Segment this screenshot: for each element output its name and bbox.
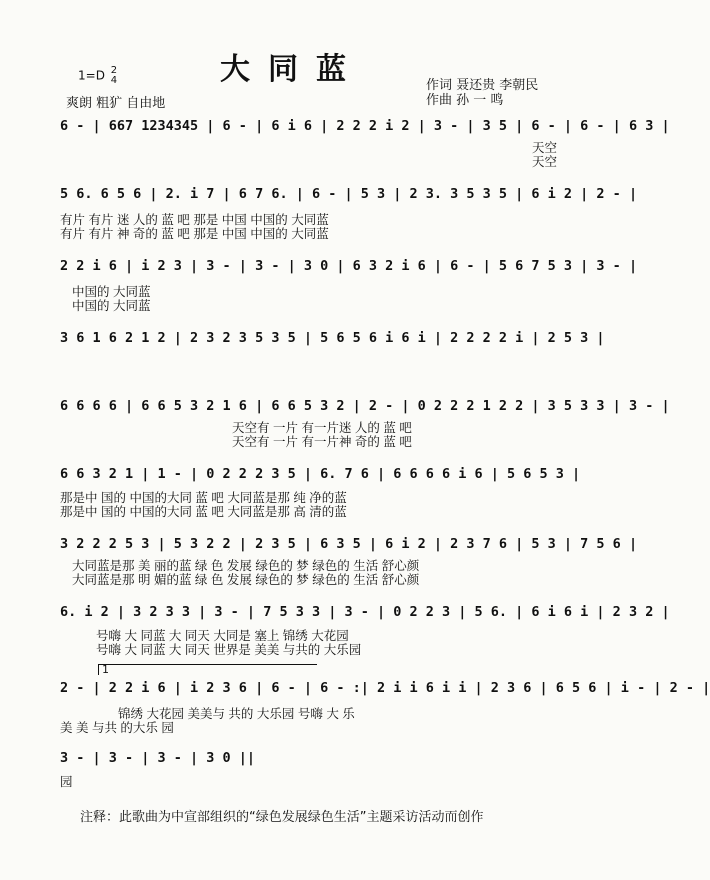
music-line-7: 3 2 2 2 5 3 | 5 3 2 2 | 2 3 5 | 6 3 5 | 6 i 2 | 2 3 7 6 | 5 3 | 7 5 6 | xyxy=(60,536,638,552)
song-title: 大同蓝 xyxy=(220,52,364,87)
composer-credit: 作曲 孙 一 鸣 xyxy=(426,93,504,108)
time-bottom: 4 xyxy=(110,75,118,86)
lyric-line-9-v2: 美 美 与共 的大乐 园 xyxy=(60,721,174,735)
key-label: 1=D xyxy=(78,68,105,83)
lyric-line-3-v2: 中国的 大同蓝 xyxy=(72,299,151,313)
lyric-line-9-v1: 锦绣 大花园 美美与 共的 大乐园 号嗨 大 乐 xyxy=(118,707,355,721)
time-signature xyxy=(111,66,117,86)
music-line-2: 5 6. 6 5 6 | 2. i 7 | 6 7 6. | 6 - | 5 3 | 2 3. 3 5 3 5 | 6 i 2 | 2 - | xyxy=(60,186,638,202)
footnote: 注释：此歌曲为中宣部组织的“绿色发展绿色生活”主题采访活动而创作 xyxy=(80,810,484,825)
lyric-line-3-v1: 中国的 大同蓝 xyxy=(72,285,151,299)
lyricist-credit: 作词 聂还贵 李朝民 xyxy=(426,78,539,93)
lyric-line-8-v2: 号嗨 大 同蓝 大 同天 世界是 美美 与共的 大乐园 xyxy=(96,643,362,657)
volta-bracket: 1 xyxy=(98,664,317,675)
lyric-line-7-v2: 大同蓝是那 明 媚的蓝 绿 色 发展 绿色的 梦 绿色的 生活 舒心颜 xyxy=(72,573,420,587)
lyric-line-1-v1: 天空 xyxy=(532,141,558,155)
lyric-line-1-v2: 天空 xyxy=(532,155,558,169)
lyric-line-7-v1: 大同蓝是那 美 丽的蓝 绿 色 发展 绿色的 梦 绿色的 生活 舒心颜 xyxy=(72,559,420,573)
credits xyxy=(426,78,538,108)
lyric-line-10-v1: 园 xyxy=(60,775,73,789)
lyric-line-6-v1: 那是中 国的 中国的大同 蓝 吧 大同蓝是那 纯 净的蓝 xyxy=(60,491,347,505)
lyric-line-2-v1: 有片 有片 迷 人的 蓝 吧 那是 中国 中国的 大同蓝 xyxy=(60,213,329,227)
lyric-line-5-v2: 天空有 一片 有一片神 奇的 蓝 吧 xyxy=(232,435,412,449)
time-top: 2 xyxy=(110,65,118,76)
music-line-5: 6 6 6 6 | 6 6 5 3 2 1 6 | 6 6 5 3 2 | 2 - | 0 2 2 2 1 2 2 | 3 5 3 3 | 3 - | xyxy=(60,398,670,414)
music-line-4: 3 6 1 6 2 1 2 | 2 3 2 3 5 3 5 | 5 6 5 6 i 6 i | 2 2 2 2 i | 2 5 3 | xyxy=(60,330,605,346)
lyric-line-5-v1: 天空有 一片 有一片迷 人的 蓝 吧 xyxy=(232,421,412,435)
key-signature xyxy=(78,66,117,86)
lyric-line-2-v2: 有片 有片 神 奇的 蓝 吧 那是 中国 中国的 大同蓝 xyxy=(60,227,329,241)
music-line-9: 2 - | 2 2 i 6 | i 2 3 6 | 6 - | 6 - :| 2 i i 6 i i | 2 3 6 | 6 5 6 | i - | 2 - | xyxy=(60,680,710,696)
music-line-8: 6. i 2 | 3 2 3 3 | 3 - | 7 5 3 3 | 3 - | 0 2 2 3 | 5 6. | 6 i 6 i | 2 3 2 | xyxy=(60,604,670,620)
lyric-line-8-v1: 号嗨 大 同蓝 大 同天 大同是 塞上 锦绣 大花园 xyxy=(96,629,349,643)
music-line-3: 2 2 i 6 | i 2 3 | 3 - | 3 - | 3 0 | 6 3 2 i 6 | 6 - | 5 6 7 5 3 | 3 - | xyxy=(60,258,638,274)
music-line-1: 6 - | 667 1234345 | 6 - | 6 i 6 | 2 2 2 i 2 | 3 - | 3 5 | 6 - | 6 - | 6 3 | xyxy=(60,118,670,134)
tempo-marking: 爽朗 粗犷 自由地 xyxy=(66,96,166,111)
music-line-6: 6 6 3 2 1 | 1 - | 0 2 2 2 3 5 | 6. 7 6 | 6 6 6 6 i 6 | 5 6 5 3 | xyxy=(60,466,581,482)
music-line-10: 3 - | 3 - | 3 - | 3 0 || xyxy=(60,750,256,766)
lyric-line-6-v2: 那是中 国的 中国的大同 蓝 吧 大同蓝是那 高 清的蓝 xyxy=(60,505,347,519)
